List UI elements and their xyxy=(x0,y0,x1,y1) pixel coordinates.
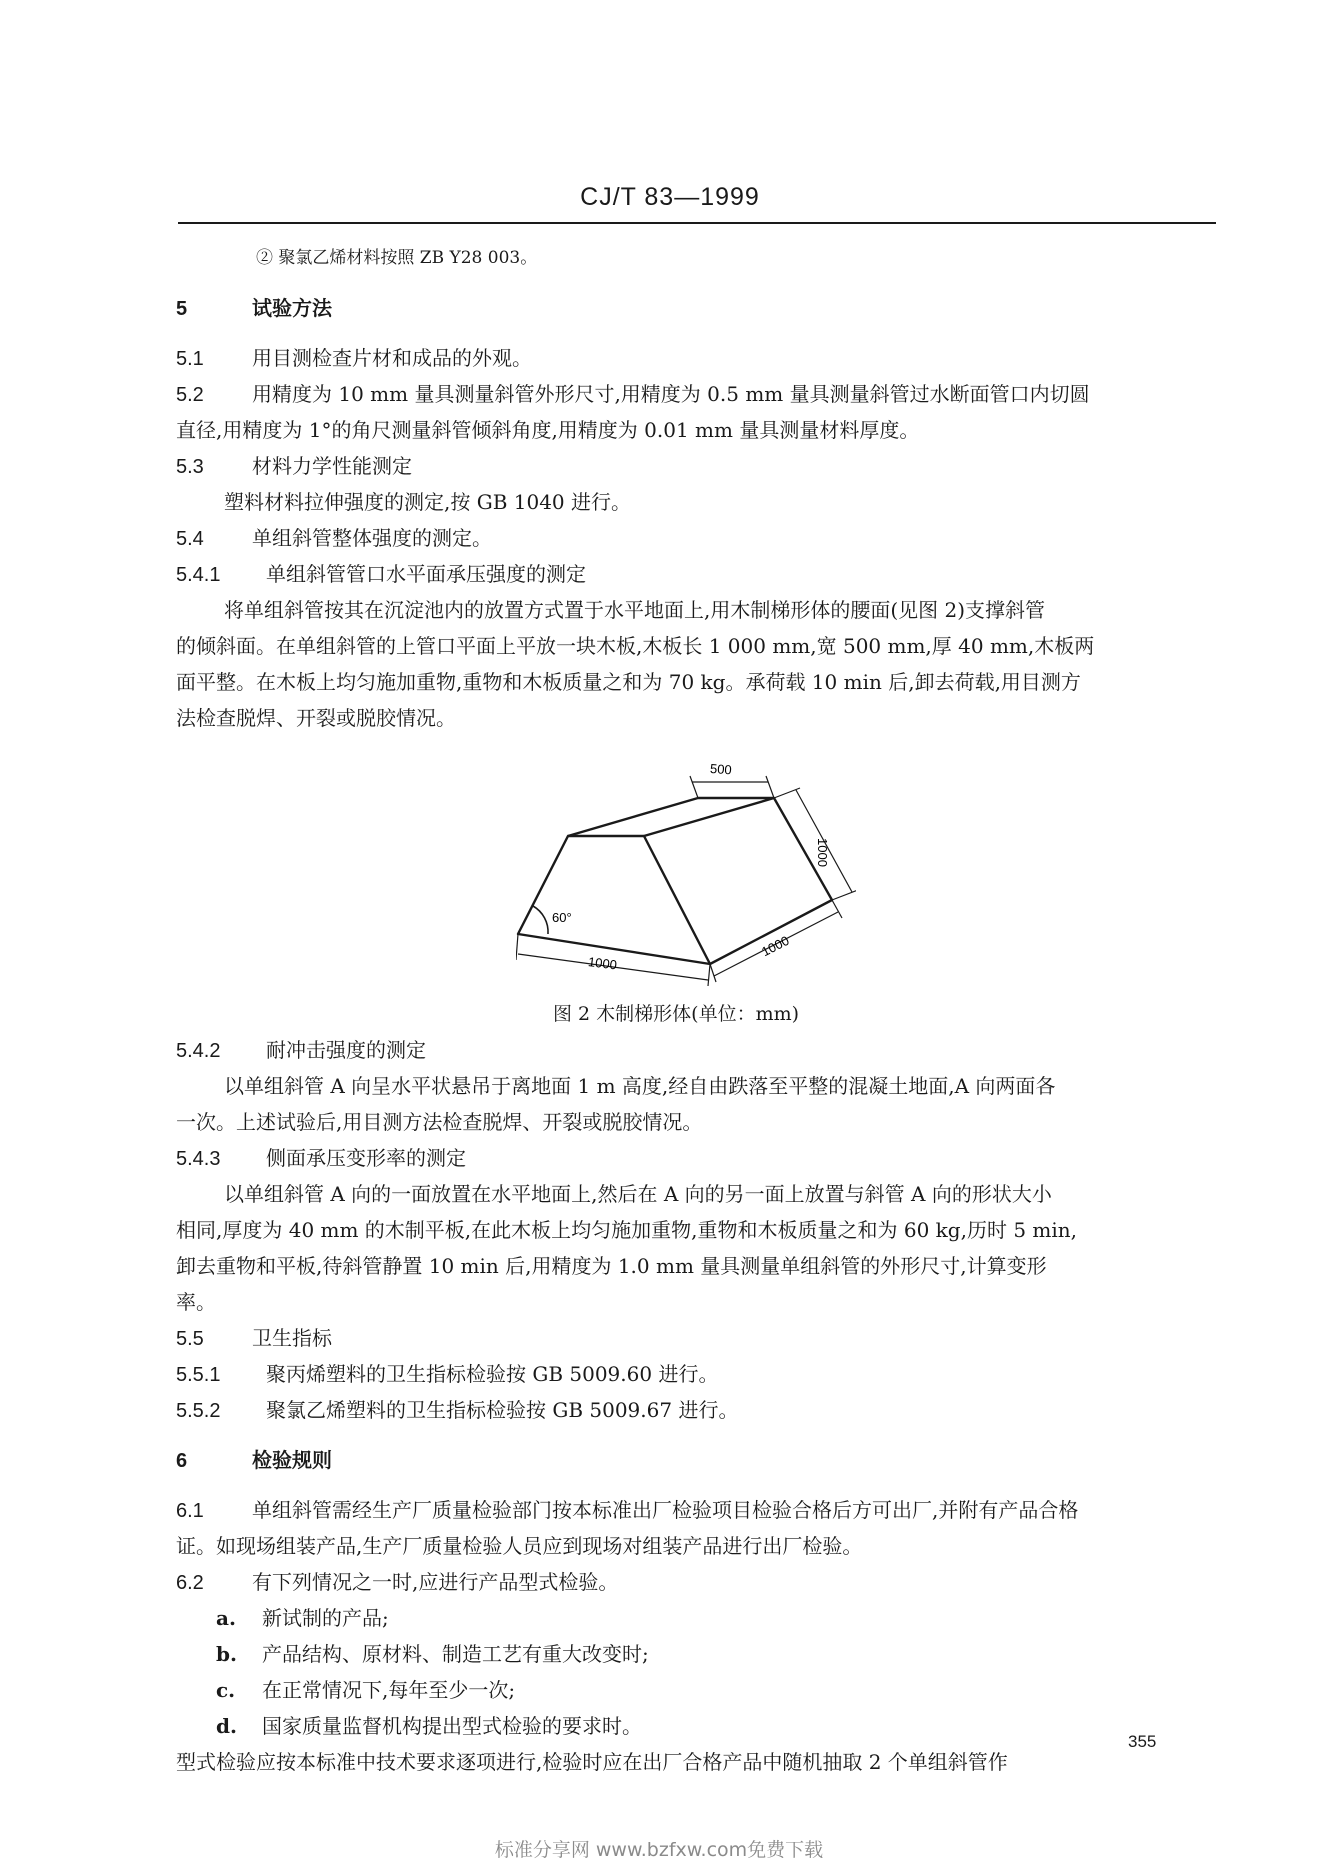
clause-number: 5.5.2 xyxy=(176,1400,221,1422)
list-item xyxy=(176,1636,1216,1672)
section-number: 5 xyxy=(176,298,188,320)
clause-5-5 xyxy=(176,1320,1216,1356)
site-watermark: 标准分享网 www.bzfxw.com免费下载 xyxy=(494,1839,824,1861)
standard-code-header: CJ/T 83—1999 xyxy=(580,183,760,211)
page-number: 355 xyxy=(1128,1732,1157,1751)
list-letter: b. xyxy=(216,1642,237,1666)
clause-title: 卫生指标 xyxy=(252,1326,332,1350)
dim-bottom-right-label: 1000 xyxy=(759,932,792,960)
clause-number: 5.2 xyxy=(176,384,204,406)
section-6-heading xyxy=(176,1442,1216,1478)
paragraph-line: 证。如现场组装产品,生产厂质量检验人员应到现场对组装产品进行出厂检验。 xyxy=(176,1534,863,1558)
clause-5-4-2 xyxy=(176,1032,1216,1068)
paragraph-line: 法检查脱焊、开裂或脱胶情况。 xyxy=(176,706,456,730)
clause-5-4 xyxy=(176,520,1216,556)
clause-5-1 xyxy=(176,340,1216,376)
paragraph-line: 率。 xyxy=(176,1290,216,1314)
angle-arc xyxy=(533,906,548,934)
clause-number: 5.1 xyxy=(176,348,204,370)
paragraph-line: 将单组斜管按其在沉淀池内的放置方式置于水平地面上,用木制梯形体的腰面(见图 2)支撑斜管 xyxy=(224,598,1046,622)
clause-text: 单组斜管需经生产厂质量检验部门按本标准出厂检验项目检验合格后方可出厂,并附有产品合格 xyxy=(252,1498,1079,1522)
document-body xyxy=(176,240,1216,1780)
top-face xyxy=(568,798,774,836)
angle-label: 60° xyxy=(552,910,572,925)
paragraph-line: 型式检验应按本标准中技术要求逐项进行,检验时应在出厂合格产品中随机抽取 2 个单组斜管作 xyxy=(176,1750,1008,1774)
list-item xyxy=(176,1708,1216,1744)
list-item xyxy=(176,1600,1216,1636)
header-rule xyxy=(178,222,1216,224)
paragraph-line: 面平整。在木板上均匀施加重物,重物和木板质量之和为 70 kg。承荷载 10 min 后,卸去荷载,用目测方 xyxy=(176,670,1081,694)
clause-5-2 xyxy=(176,376,1216,412)
paragraph-line: 的倾斜面。在单组斜管的上管口平面上平放一块木板,木板长 1 000 mm,宽 500 mm,厚 40 mm,木板两 xyxy=(176,634,1095,658)
front-face xyxy=(518,836,710,964)
figure-2-caption: 图 2 木制梯形体(单位：mm) xyxy=(552,1003,800,1025)
list-text: 在正常情况下,每年至少一次; xyxy=(262,1678,516,1702)
clause-number: 5.5.1 xyxy=(176,1364,221,1386)
clause-title: 材料力学性能测定 xyxy=(252,454,412,478)
clause-number: 5.4.1 xyxy=(176,564,221,586)
clause-text: 有下列情况之一时,应进行产品型式检验。 xyxy=(252,1570,619,1594)
paragraph-line: 以单组斜管 A 向的一面放置在水平地面上,然后在 A 向的另一面上放置与斜管 A 向的形状大小 xyxy=(224,1182,1052,1206)
clause-number: 5.4 xyxy=(176,528,204,550)
clause-6-2 xyxy=(176,1564,1216,1600)
clause-number: 5.4.3 xyxy=(176,1148,221,1170)
figure-2-trapezoid xyxy=(176,736,1216,996)
section-title: 试验方法 xyxy=(252,296,332,320)
list-letter: a. xyxy=(216,1606,236,1630)
dim-top-label: 500 xyxy=(709,760,733,778)
paragraph-line: 相同,厚度为 40 mm 的木制平板,在此木板上均匀施加重物,重物和木板质量之和为 60 kg,历时 5 min, xyxy=(176,1218,1078,1242)
dim-right-label: 1000 xyxy=(815,838,830,867)
trapezoid-diagram xyxy=(516,736,856,986)
clause-title: 耐冲击强度的测定 xyxy=(266,1038,426,1062)
clause-5-5-2 xyxy=(176,1392,1216,1428)
list-letter: d. xyxy=(216,1714,237,1738)
clause-number: 6.1 xyxy=(176,1500,204,1522)
clause-5-5-1 xyxy=(176,1356,1216,1392)
list-text: 产品结构、原材料、制造工艺有重大改变时; xyxy=(262,1642,649,1666)
clause-title: 单组斜管管口水平面承压强度的测定 xyxy=(266,562,586,586)
list-text: 新试制的产品; xyxy=(262,1606,389,1630)
clause-text: 聚氯乙烯塑料的卫生指标检验按 GB 5009.67 进行。 xyxy=(266,1398,739,1422)
clause-number: 5.4.2 xyxy=(176,1040,221,1062)
clause-title: 侧面承压变形率的测定 xyxy=(266,1146,466,1170)
section-title: 检验规则 xyxy=(252,1448,332,1472)
clause-5-4-1 xyxy=(176,556,1216,592)
list-letter: c. xyxy=(216,1678,236,1702)
section-5-heading xyxy=(176,290,1216,326)
note-line: ② 聚氯乙烯材料按照 ZB Y28 003。 xyxy=(256,248,538,268)
clause-5-3 xyxy=(176,448,1216,484)
section-number: 6 xyxy=(176,1450,188,1472)
clause-text: 用目测检查片材和成品的外观。 xyxy=(252,346,532,370)
paragraph-line: 以单组斜管 A 向呈水平状悬吊于离地面 1 m 高度,经自由跌落至平整的混凝土地面,A 向两面各 xyxy=(224,1074,1056,1098)
paragraph-line: 一次。上述试验后,用目测方法检查脱焊、开裂或脱胶情况。 xyxy=(176,1110,703,1134)
clause-5-3-text: 塑料材料拉伸强度的测定,按 GB 1040 进行。 xyxy=(224,490,632,514)
clause-text: 用精度为 10 mm 量具测量斜管外形尺寸,用精度为 0.5 mm 量具测量斜管过水断面管口内切圆 xyxy=(252,382,1090,406)
list-item xyxy=(176,1672,1216,1708)
clause-title: 单组斜管整体强度的测定。 xyxy=(252,526,492,550)
list-text: 国家质量监督机构提出型式检验的要求时。 xyxy=(262,1714,642,1738)
clause-5-2-continued: 直径,用精度为 1°的角尺测量斜管倾斜角度,用精度为 0.01 mm 量具测量材料厚度。 xyxy=(176,418,920,442)
clause-number: 6.2 xyxy=(176,1572,204,1594)
clause-5-4-3 xyxy=(176,1140,1216,1176)
clause-6-1 xyxy=(176,1492,1216,1528)
clause-number: 5.5 xyxy=(176,1328,204,1350)
clause-number: 5.3 xyxy=(176,456,204,478)
clause-text: 聚丙烯塑料的卫生指标检验按 GB 5009.60 进行。 xyxy=(266,1362,719,1386)
dim-bottom-left-label: 1000 xyxy=(587,954,618,973)
paragraph-line: 卸去重物和平板,待斜管静置 10 min 后,用精度为 1.0 mm 量具测量单组斜管的外形尺寸,计算变形 xyxy=(176,1254,1047,1278)
